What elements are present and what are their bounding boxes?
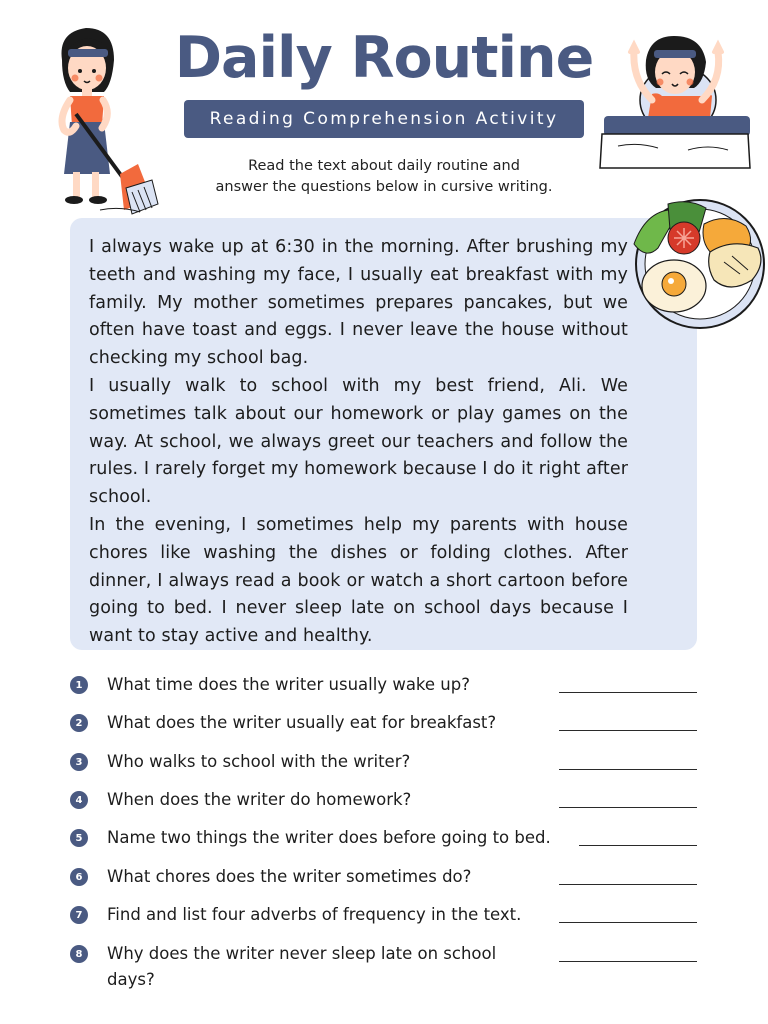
answer-line[interactable] bbox=[559, 922, 697, 923]
question-number-badge: 8 bbox=[70, 945, 88, 963]
question-text: Who walks to school with the writer? bbox=[107, 752, 411, 771]
reading-passage bbox=[89, 234, 628, 651]
subtitle-text: Reading Comprehension Activity bbox=[209, 109, 559, 129]
question-text: Find and list four adverbs of frequency in the text. bbox=[107, 905, 522, 924]
question-text: What chores does the writer sometimes do? bbox=[107, 867, 472, 886]
question-text: What time does the writer usually wake up? bbox=[107, 675, 470, 694]
question-number-badge: 2 bbox=[70, 714, 88, 732]
question-text: When does the writer do homework? bbox=[107, 790, 412, 809]
instructions-line-2: answer the questions below in cursive writing. bbox=[215, 179, 553, 195]
answer-line[interactable] bbox=[559, 769, 697, 770]
question-text: Why does the writer never sleep late on school days? bbox=[107, 944, 497, 989]
instructions bbox=[0, 156, 768, 198]
reading-paragraph-1: I always wake up at 6:30 in the morning. After brushing my teeth and washing my face, I usually eat breakfast with my family. My mother sometimes prepares pancakes, but we often have toast and eggs. I never leave the house without checking my school bag. bbox=[89, 237, 628, 369]
question-number-badge: 7 bbox=[70, 906, 88, 924]
page-title: Daily Routine bbox=[174, 25, 594, 91]
answer-line[interactable] bbox=[579, 845, 697, 846]
question-number-badge: 4 bbox=[70, 791, 88, 809]
question-number-badge: 1 bbox=[70, 676, 88, 694]
answer-line[interactable] bbox=[559, 884, 697, 885]
answer-line[interactable] bbox=[559, 961, 697, 962]
answer-line[interactable] bbox=[559, 730, 697, 731]
answer-line[interactable] bbox=[559, 692, 697, 693]
question-number-badge: 6 bbox=[70, 868, 88, 886]
subtitle-banner bbox=[184, 100, 584, 138]
question-number-badge: 3 bbox=[70, 753, 88, 771]
question-number-badge: 5 bbox=[70, 829, 88, 847]
reading-paragraph-2: I usually walk to school with my best friend, Ali. We sometimes talk about our homework or play games on the way. At school, we always greet our teachers and follow the rules. I rarely forget my homework because I do it right after school. bbox=[89, 375, 628, 508]
reading-paragraph-3: In the evening, I sometimes help my parents with house chores like washing the dishes or folding clothes. After dinner, I always read a book or watch a short cartoon before going to bed. I never sleep late on school days because I want to stay active and healthy. bbox=[89, 514, 628, 647]
question-text: Name two things the writer does before going to bed. bbox=[107, 828, 551, 847]
instructions-line-1: Read the text about daily routine and bbox=[248, 158, 520, 174]
answer-line[interactable] bbox=[559, 807, 697, 808]
question-text: What does the writer usually eat for breakfast? bbox=[107, 713, 497, 732]
breakfast-plate-icon bbox=[628, 196, 768, 330]
